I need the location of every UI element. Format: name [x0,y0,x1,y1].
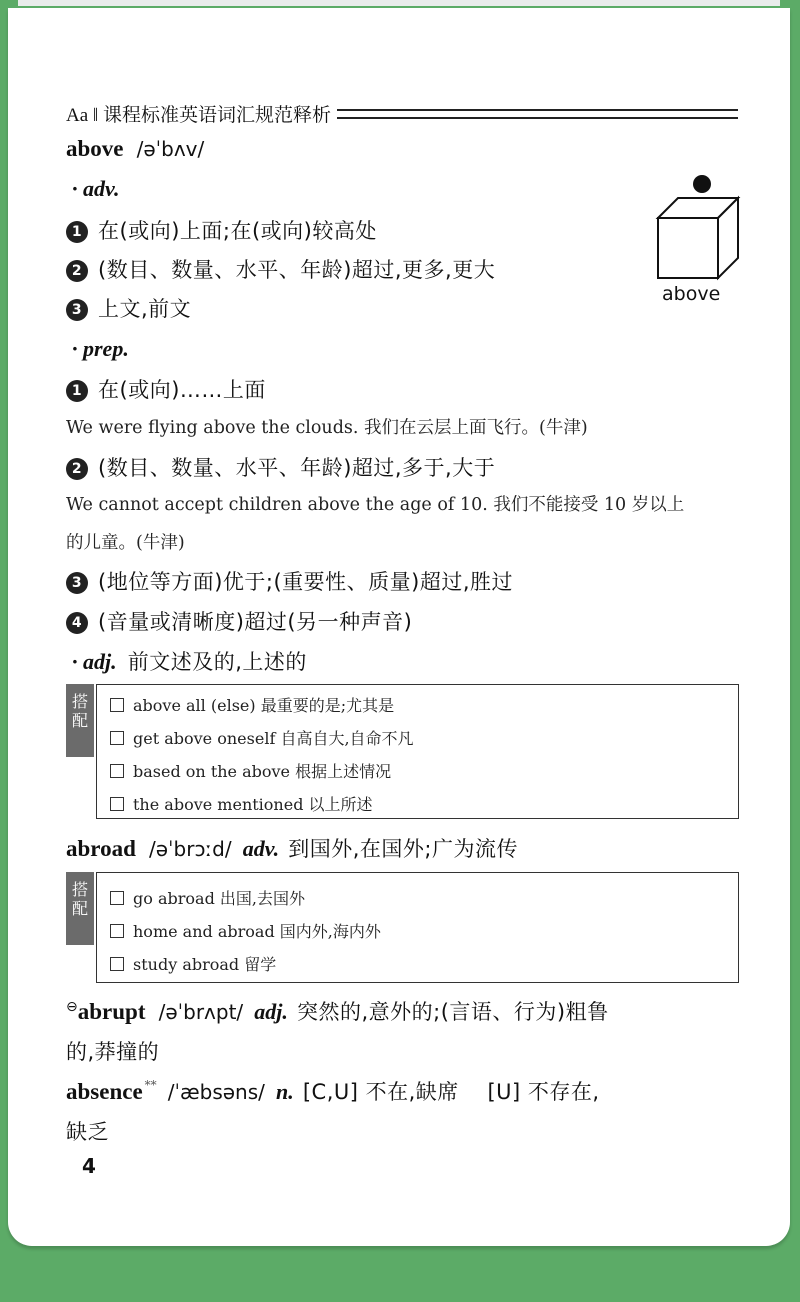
sense-text: (数目、数量、水平、年龄)超过,更多,更大 [98,258,496,282]
collocation-tag: 搭配 [66,684,94,757]
collocation-item: home and abroad 国内外,海内外 [110,919,381,942]
sense-number: 3 [66,572,88,594]
headword: above [66,136,124,161]
sense-number: 2 [66,458,88,480]
sense-number: 3 [66,299,88,321]
adj-line [72,646,307,676]
pos-label-adv: · adv. [72,176,120,201]
collocation-item: based on the above 根据上述情况 [110,759,391,782]
sense-number: 1 [66,380,88,402]
sense-text: 上文,前文 [98,297,192,321]
sense-number: 2 [66,260,88,282]
checkbox-icon [110,797,124,811]
minus-circle-icon: ⊖ [66,999,78,1015]
sense-adv-1 [66,215,377,245]
sense-text: (音量或清晰度)超过(另一种声音) [98,610,413,634]
entry-absence-headline [66,1076,600,1106]
sense-text: 突然的,意外的;(言语、行为)粗鲁 [296,1000,609,1024]
collocation-tag: 搭配 [66,872,94,945]
cube-icon [658,218,718,278]
sense-adv-3 [66,293,191,323]
sense-adv-2 [66,254,495,284]
sense-text: 到国外,在国外;广为流传 [288,837,518,861]
checkbox-icon [110,698,124,712]
headword: absence [66,1079,143,1104]
sense-number: 4 [66,612,88,634]
sense-prep-4 [66,606,412,636]
collocation-item: go abroad 出国,去国外 [110,886,305,909]
example-sentence: We cannot accept children above the age of 10. 我们不能接受 10 岁以上 [66,495,685,515]
ball-icon [693,175,711,193]
headword: abrupt [77,999,146,1024]
page-header [66,100,738,127]
top-page-edge [18,0,780,6]
sense-prep-1 [66,374,266,404]
illustration-label: above [662,283,721,305]
sense-text: 在(或向)……上面 [98,378,266,402]
pronunciation: /ˈæbsəns/ [167,1080,265,1104]
collocation-item: above all (else) 最重要的是;尤其是 [110,693,394,716]
checkbox-icon [110,731,124,745]
sense-text-cont: 的,莽撞的 [66,1040,160,1064]
checkbox-icon [110,764,124,778]
pos-label: n. [276,1079,294,1104]
sense-text: (数目、数量、水平、年龄)超过,多于,大于 [98,456,496,480]
checkbox-icon [110,957,124,971]
entry-abrupt-headline [66,996,609,1026]
checkbox-icon [110,891,124,905]
pronunciation: /əˈbrɔːd/ [148,837,232,861]
sense-text: 在(或向)上面;在(或向)较高处 [98,219,377,243]
frequency-stars: ** [144,1078,157,1092]
pos-label-adj: · adj. [72,649,117,674]
pos-label: adv. [242,836,280,861]
checkbox-icon [110,924,124,938]
sense-text: (地位等方面)优于;(重要性、质量)超过,胜过 [98,570,514,594]
header-double-rule [337,109,738,119]
collocation-item: study abroad 留学 [110,952,276,975]
pos-label: adj. [254,999,288,1024]
sense-prep-3 [66,566,513,596]
entry-abroad-headline [66,833,518,863]
collocation-item: get above oneself 自高自大,自命不凡 [110,726,414,749]
page-number: 4 [82,1154,96,1178]
sense-text: 前文述及的,上述的 [127,650,307,674]
headword: abroad [66,836,136,861]
pronunciation: /əˈbʌv/ [136,137,205,161]
pos-label-prep: · prep. [72,336,129,361]
sense-text: [C,U] 不在,缺席 [U] 不存在, [302,1080,600,1104]
sense-number: 1 [66,221,88,243]
sense-prep-2 [66,452,495,482]
example-sentence-cont: 的儿童。(牛津) [66,533,185,553]
example-sentence: We were flying above the clouds. 我们在云层上面飞行。(牛津) [66,418,588,438]
pronunciation: /əˈbrʌpt/ [158,1000,244,1024]
collocation-item: the above mentioned 以上所述 [110,792,373,815]
entry-above-headline [66,136,204,162]
header-title: Aa ‖ 课程标准英语词汇规范释析 [66,105,331,126]
sense-text-cont: 缺乏 [66,1120,109,1144]
